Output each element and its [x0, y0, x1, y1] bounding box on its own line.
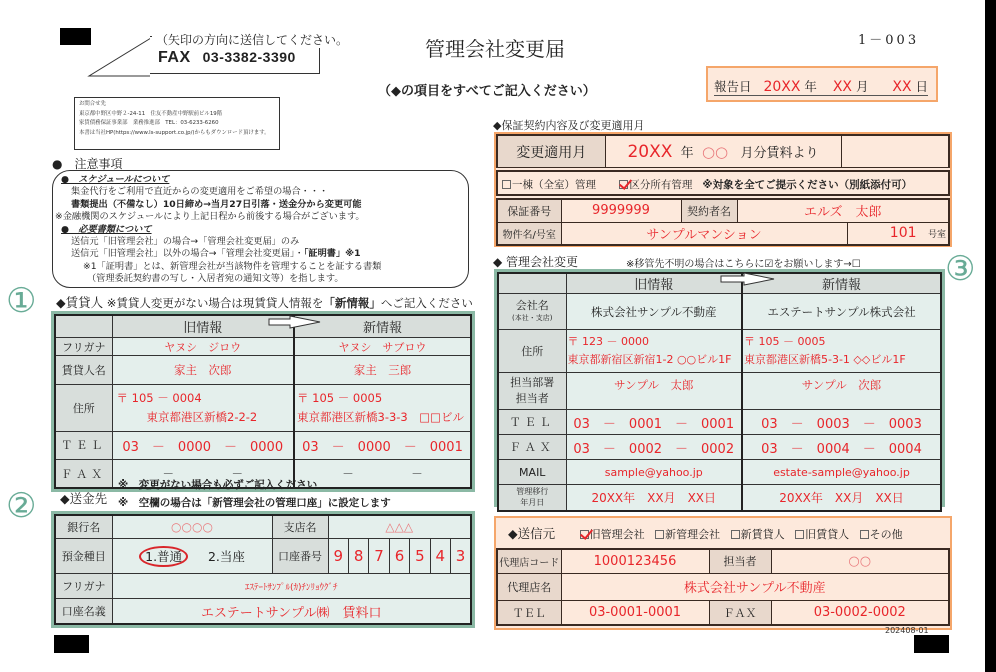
bank-name[interactable]: ○○○○ — [112, 515, 272, 538]
company-note: ※移管先不明の場合はこちらに☑をお願いします→☐ — [626, 259, 861, 270]
company-new-fax[interactable]: 03 － 0004 － 0004 — [742, 435, 941, 460]
company-old-staff[interactable]: サンプル 太郎 — [566, 373, 742, 410]
guarantee-table: 変更適用月 20XX 年 ○○ 月分賃料より 一棟（全室）管理 区分所有管理 ※対象を全てご提示ください（別紙添付可） 保証番号 9999999 契約者名 エルズ 太郎 物件名/号室 サンプルマンション 101 号室 — [494, 132, 952, 247]
landlord-table: 旧情報 新情報 フリガナ ヤヌシ ジロウ ヤヌシ サブロウ 賃貸人名 家主 次郎 家主 三郎 住所 〒 105 － 0004 東京都港区新橋2-2-2 〒 105 － 0005 東京都港区新橋3-3-3 □□ビル ＴＥＬ 03 － 0000 － 0000 03 － 0000 － 0001 ＦＡＸ － － － － — [51, 311, 475, 492]
account-digit[interactable]: 8 — [348, 538, 368, 573]
notes-box: ● スケジュールについて 集金代行をご利用で直近からの変更適用をご希望の場合・・・ 書類提出（不備なし）10日締め→当月27日引落・送金分から変更可能 ※金融機関のスケジュールにより上記日程から前後する場合がございます。 ● 必要書類について 送信元「旧管理会社」の場合→「管理会社変更届」のみ 送信元「旧管理会社」以外の場合→「管理会社変更届」・「証明書」※1 ※1「証明書」とは、新管理会社が当該物件を管理することを証する書類 （管理委託契約書の写し・入居者宛の通知文等）を指します。 — [52, 170, 469, 288]
account-digit[interactable]: 6 — [389, 538, 409, 573]
company-old-address[interactable]: 〒 123 － 0000 東京都新宿区新宿1-2 ○○ビル1F — [566, 330, 742, 373]
report-month[interactable]: XX — [832, 79, 853, 95]
section-marker-3: ③ — [945, 249, 976, 289]
account-digit[interactable]: 4 — [430, 538, 450, 573]
landlord-new-fax[interactable]: － － — [294, 460, 471, 488]
company-new-transfer-date[interactable]: 20XX年 XX月 XX日 — [742, 485, 941, 511]
account-type[interactable]: 1.普通 2.当座 — [112, 538, 272, 573]
sender-option-checkbox-old-company[interactable] — [580, 530, 589, 539]
notes-heading: ● 注意事項 — [52, 157, 123, 171]
landlord-new-address[interactable]: 〒 105 － 0005 東京都港区新橋3-3-3 □□ビル — [294, 384, 471, 431]
account-digit[interactable]: 7 — [369, 538, 389, 573]
management-type-row: 一棟（全室）管理 区分所有管理 ※対象を全てご提示ください（別紙添付可） — [496, 170, 950, 196]
report-year[interactable]: 20XX — [763, 79, 801, 95]
landlord-new-tel[interactable]: 03 － 0000 － 0001 — [294, 431, 471, 459]
company-new-address[interactable]: 〒 105 － 0005 東京都港区新橋5-3-1 ◇◇ビル1F — [742, 330, 941, 373]
room-number[interactable]: 101 号室 — [847, 222, 949, 245]
sender-table: ◆送信元 旧管理会社 新管理会社 新賃貸人 旧賃貸人 その他 代理店コード 1000123456 担当者 ○○ 代理店名 株式会社サンプル不動産 ＴＥＬ 03-0001-0001 ＦＡＸ 03-0002-0002 — [494, 516, 952, 630]
old-to-new-arrow-icon — [268, 315, 322, 329]
company-table: 旧情報 新情報 会社名 (本社・支店) 株式会社サンプル不動産 エステートサンプル株式会社 住所 〒 123 － 0000 東京都新宿区新宿1-2 ○○ビル1F 〒 105 － 0005 東京都港区新橋5-3-1 ◇◇ビル1F 担当部署 担当者 サンプル 太郎 サンプル 次郎 ＴＥＬ 03 － 0001 － 0001 03 － 0003 － 0003 ＦＡＸ 03 － 0002 － 0002 03 － 0004 － 0004 MAIL sample@yahoo.jp estate-sample@yahoo.jp 管理移行 年月日 20XX年 XX月 XX日 20XX年 XX月 XX日 — [494, 269, 945, 507]
remit-table: 銀行名 ○○○○ 支店名 △△△ 預金種目 1.普通 2.当座 口座番号 9 8 7 6 5 4 3 フリガナ ｴｽﾃｰﾄｻﾝﾌﾟﾙ(ｶ)ﾁﾝﾘｮｳｸﾞﾁ 口座名義 エステートサンプル㈱ 賃料口 — [51, 511, 475, 628]
section-marker-1: ① — [6, 281, 37, 321]
company-new-mail[interactable]: estate-sample@yahoo.jp — [742, 460, 941, 485]
sender-option-checkbox-old-landlord[interactable] — [795, 530, 804, 539]
account-digit[interactable]: 3 — [451, 538, 471, 573]
landlord-old-name[interactable]: 家主 次郎 — [112, 356, 294, 384]
landlord-heading: ◆賃貸人 ※賃貸人変更がない場合は現賃貸人情報を「新情報」へご記入ください — [56, 295, 473, 310]
account-digit[interactable]: 9 — [328, 538, 348, 573]
subtitle: （◆の項目をすべてご記入ください） — [378, 84, 596, 99]
whole-building-checkbox[interactable] — [502, 180, 511, 189]
remit-note-1: ※ 変更がない場合も必ずご記入ください — [118, 479, 318, 491]
sender-options-row: ◆送信元 旧管理会社 新管理会社 新賃貸人 旧賃貸人 その他 — [508, 526, 903, 541]
landlord-new-name[interactable]: 家主 三郎 — [294, 356, 471, 384]
page-title: 管理会社変更届 — [425, 37, 565, 61]
right-edge-bar — [985, 0, 996, 672]
company-old-mail[interactable]: sample@yahoo.jp — [566, 460, 742, 485]
fax-number: FAX 03-3382-3390 — [158, 49, 296, 66]
report-day[interactable]: XX — [892, 79, 912, 95]
guarantee-number[interactable]: 9999999 — [561, 199, 681, 222]
sender-option-checkbox-new-landlord[interactable] — [731, 530, 740, 539]
company-old-to-new-arrow-icon — [720, 272, 776, 286]
guarantee-heading: ◆保証契約内容及び変更適用月 — [493, 119, 645, 132]
account-digit[interactable]: 5 — [410, 538, 430, 573]
remit-heading: ◆送金先 — [60, 491, 108, 506]
company-heading: ◆ 管理会社変更 — [493, 255, 579, 269]
company-old-tel[interactable]: 03 － 0001 － 0001 — [566, 410, 742, 435]
contractor-name[interactable]: エルズ 太郎 — [737, 199, 949, 222]
version-label: 202408-01 — [885, 626, 929, 635]
branch-name[interactable]: △△△ — [328, 515, 471, 538]
property-name[interactable]: サンプルマンション — [561, 222, 847, 245]
landlord-new-kana[interactable]: ヤヌシ サブロウ — [294, 337, 471, 356]
sender-option-checkbox-other[interactable] — [860, 530, 869, 539]
agency-code[interactable]: 1000123456 — [561, 549, 709, 573]
fax-instruction: （矢印の方向に送信してください。 — [152, 31, 352, 48]
agency-fax[interactable]: 03-0002-0002 — [771, 601, 949, 625]
landlord-old-tel[interactable]: 03 － 0000 － 0000 — [112, 431, 294, 459]
document-number: 1－003 — [858, 33, 920, 48]
company-new-tel[interactable]: 03 － 0003 － 0003 — [742, 410, 941, 435]
apply-month-field[interactable]: 20XX 年 ○○ 月分賃料より — [605, 135, 841, 168]
remit-note-2: ※ 空欄の場合は「新管理会社の管理口座」に設定します — [118, 497, 391, 509]
company-new-name[interactable]: エステートサンプル株式会社 — [742, 294, 941, 330]
agency-person[interactable]: ○○ — [771, 549, 949, 573]
account-holder[interactable]: エステートサンプル㈱ 賃料口 — [112, 599, 471, 624]
agency-name[interactable]: 株式会社サンプル不動産 — [561, 573, 949, 601]
company-new-staff[interactable]: サンプル 次郎 — [742, 373, 941, 410]
company-old-fax[interactable]: 03 － 0002 － 0002 — [566, 435, 742, 460]
landlord-old-fax[interactable]: － － — [112, 460, 294, 488]
corner-mark-bottom-right — [914, 635, 949, 653]
company-old-name[interactable]: 株式会社サンプル不動産 — [566, 294, 742, 330]
landlord-old-kana[interactable]: ヤヌシ ジロウ — [112, 337, 294, 356]
account-type-selected[interactable]: 1.普通 — [139, 546, 188, 567]
sender-option-checkbox-new-company[interactable] — [655, 530, 664, 539]
landlord-old-address[interactable]: 〒 105 － 0004 東京都港区新橋2-2-2 — [112, 384, 294, 431]
company-old-transfer-date[interactable]: 20XX年 XX月 XX日 — [566, 485, 742, 511]
corner-mark-bottom-left — [54, 635, 89, 653]
section-marker-2: ② — [6, 486, 37, 526]
agency-tel[interactable]: 03-0001-0001 — [561, 601, 709, 625]
report-date-box: 報告日 20XX 年 XX 月 XX 日 — [706, 66, 938, 102]
contact-box: お問合せ先 東京都中野区中野２-24-11 住友不動産中野駅前ビル19階 家賃債務保証事業部 業務推進部 TEL：03-6233-6260 本書は当社HP(https://www.ls-support.co.jp/)からもダウンロード頂けます。 — [74, 97, 280, 150]
account-kana[interactable]: ｴｽﾃｰﾄｻﾝﾌﾟﾙ(ｶ)ﾁﾝﾘｮｳｸﾞﾁ — [112, 574, 471, 599]
unit-ownership-checkbox[interactable] — [619, 180, 628, 189]
